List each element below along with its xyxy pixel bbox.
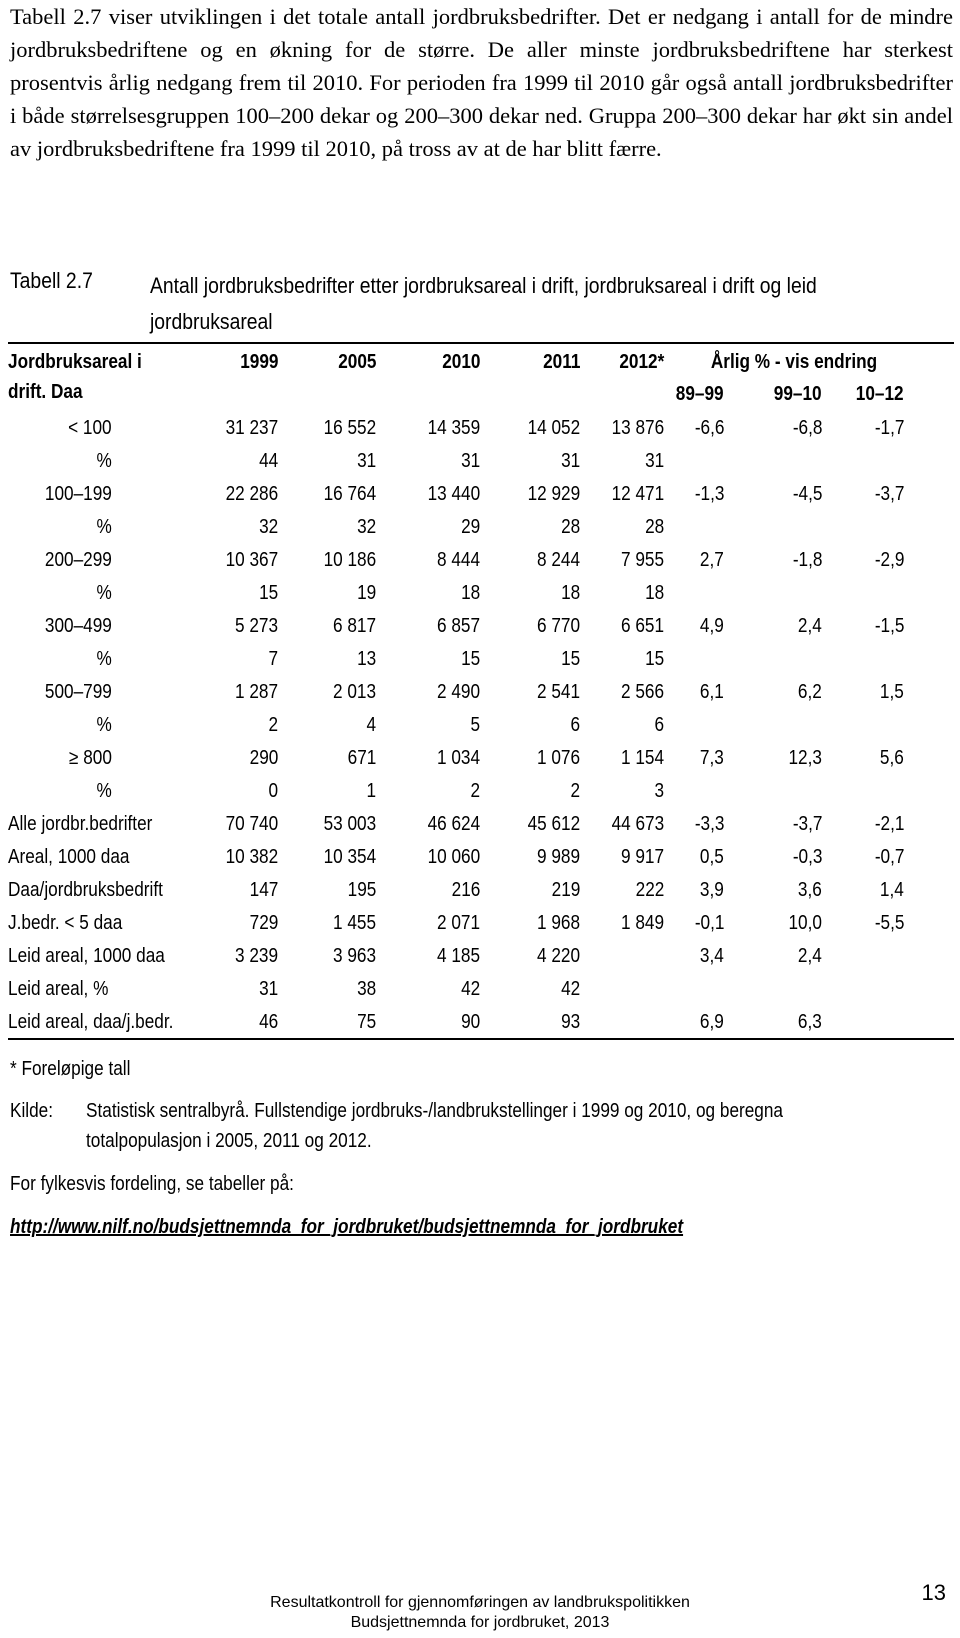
header-year-1999: 1999 xyxy=(239,351,278,373)
footnote: * Foreløpige tall xyxy=(10,1058,131,1080)
cell-year-1999: 31 237 xyxy=(225,417,278,439)
cell-change-3: -5,5 xyxy=(874,912,904,934)
row-label: % xyxy=(96,648,112,670)
cell-year-2012: 2 566 xyxy=(620,681,664,703)
row-label: Leid areal, 1000 daa xyxy=(8,945,165,967)
cell-year-2011: 45 612 xyxy=(527,813,580,835)
cell-year-2011: 15 xyxy=(560,648,580,670)
cell-year-2005: 1 455 xyxy=(332,912,376,934)
source-url-link[interactable]: http://www.nilf.no/budsjettnemnda_for_jordbruket/budsjettnemnda_for_jordbruket xyxy=(10,1216,684,1238)
table-bottom-rule xyxy=(8,1038,954,1040)
cell-change-3: -1,5 xyxy=(874,615,904,637)
cell-year-1999: 1 287 xyxy=(234,681,278,703)
row-label: 100–199 xyxy=(45,483,112,505)
cell-change-3: 1,5 xyxy=(880,681,904,703)
cell-change-2: 3,6 xyxy=(798,879,822,901)
cell-year-2010: 46 624 xyxy=(427,813,480,835)
row-label: Daa/jordbruksbedrift xyxy=(8,879,163,901)
cell-change-2: 2,4 xyxy=(798,615,822,637)
table-caption-number: Tabell 2.7 xyxy=(10,268,93,293)
cell-year-1999: 2 xyxy=(268,714,278,736)
cell-year-1999: 7 xyxy=(268,648,278,670)
cell-year-2010: 216 xyxy=(451,879,480,901)
cell-change-3: -2,9 xyxy=(874,549,904,571)
cell-year-1999: 15 xyxy=(258,582,278,604)
cell-change-2: -0,3 xyxy=(792,846,822,868)
cell-year-2012: 31 xyxy=(644,450,664,472)
cell-year-2012: 13 876 xyxy=(611,417,664,439)
cell-year-2010: 4 185 xyxy=(436,945,480,967)
cell-year-2010: 42 xyxy=(460,978,480,1000)
cell-year-2005: 75 xyxy=(356,1011,376,1033)
cell-year-2005: 31 xyxy=(356,450,376,472)
cell-change-1: 6,1 xyxy=(700,681,724,703)
cell-change-2: 6,3 xyxy=(798,1011,822,1033)
row-label: Leid areal, daa/j.bedr. xyxy=(8,1011,174,1033)
cell-year-2010: 14 359 xyxy=(427,417,480,439)
cell-year-2010: 10 060 xyxy=(427,846,480,868)
cell-year-2012: 44 673 xyxy=(611,813,664,835)
source-label: Kilde: xyxy=(10,1100,54,1122)
county-note: For fylkesvis fordeling, se tabeller på: xyxy=(10,1173,294,1195)
cell-change-2: -6,8 xyxy=(792,417,822,439)
cell-year-2011: 18 xyxy=(560,582,580,604)
cell-year-2012: 9 917 xyxy=(620,846,664,868)
cell-year-2010: 8 444 xyxy=(436,549,480,571)
cell-year-1999: 290 xyxy=(249,747,278,769)
cell-year-2011: 31 xyxy=(560,450,580,472)
page-number: 13 xyxy=(921,1580,946,1605)
cell-year-2005: 16 552 xyxy=(323,417,376,439)
cell-change-2: 10,0 xyxy=(788,912,822,934)
cell-year-2005: 53 003 xyxy=(323,813,376,835)
header-first-col-line2: drift. Daa xyxy=(8,381,83,403)
cell-year-2011: 219 xyxy=(551,879,580,901)
header-change-label: Årlig % - vis endring xyxy=(710,351,878,373)
row-label: % xyxy=(96,516,112,538)
row-label: 200–299 xyxy=(45,549,112,571)
cell-year-2005: 32 xyxy=(356,516,376,538)
cell-change-2: 6,2 xyxy=(798,681,822,703)
cell-year-2012: 12 471 xyxy=(611,483,664,505)
cell-change-2: -1,8 xyxy=(792,549,822,571)
row-label: % xyxy=(96,714,112,736)
cell-year-2011: 9 989 xyxy=(536,846,580,868)
header-change-period-2: 99–10 xyxy=(774,383,822,405)
cell-change-2: 2,4 xyxy=(798,945,822,967)
row-label: Areal, 1000 daa xyxy=(8,846,130,868)
cell-year-2012: 222 xyxy=(635,879,664,901)
cell-year-2011: 2 xyxy=(570,780,580,802)
cell-year-2010: 6 857 xyxy=(436,615,480,637)
cell-year-2011: 28 xyxy=(560,516,580,538)
intro-paragraph: Tabell 2.7 viser utviklingen i det totale antall jordbruksbedrifter. Det er nedgang i antall for de mindre jordbruksbedriftene og en økning for de større. De aller minste jordbruksbedriftene har sterkest prosentvis årlig nedgang frem til 2010. For perioden fra 1999 til 2010 går også antall jordbruksbedrifter i både størrelsesgruppen 100–200 dekar og 200–300 dekar ned. Gruppa 200–300 dekar har økt sin andel av jordbruksbedriftene fra 1999 til 2010, på tross av at de har blitt færre. xyxy=(10,4,953,161)
cell-year-2005: 2 013 xyxy=(332,681,376,703)
cell-year-2011: 4 220 xyxy=(536,945,580,967)
cell-year-2005: 38 xyxy=(356,978,376,1000)
cell-change-1: -0,1 xyxy=(694,912,724,934)
header-change-period-3: 10–12 xyxy=(856,383,904,405)
cell-change-3: -3,7 xyxy=(874,483,904,505)
cell-year-2010: 18 xyxy=(460,582,480,604)
row-label: 300–499 xyxy=(45,615,112,637)
header-year-2012: 2012* xyxy=(619,351,664,373)
header-year-2010: 2010 xyxy=(441,351,480,373)
cell-year-2012: 3 xyxy=(654,780,664,802)
cell-year-2010: 1 034 xyxy=(436,747,480,769)
cell-year-2010: 5 xyxy=(470,714,480,736)
cell-year-2012: 18 xyxy=(644,582,664,604)
cell-year-1999: 0 xyxy=(268,780,278,802)
cell-year-2005: 19 xyxy=(356,582,376,604)
cell-year-2010: 29 xyxy=(460,516,480,538)
header-year-2011: 2011 xyxy=(542,351,580,373)
cell-year-2005: 195 xyxy=(347,879,376,901)
header-change-period-1: 89–99 xyxy=(676,383,724,405)
cell-year-2011: 12 929 xyxy=(527,483,580,505)
cell-change-1: 2,7 xyxy=(700,549,724,571)
cell-change-3: -1,7 xyxy=(874,417,904,439)
cell-year-2012: 6 xyxy=(654,714,664,736)
cell-year-2005: 10 186 xyxy=(323,549,376,571)
cell-year-1999: 22 286 xyxy=(225,483,278,505)
cell-year-2011: 1 076 xyxy=(536,747,580,769)
cell-year-2012: 1 849 xyxy=(620,912,664,934)
cell-change-1: -6,6 xyxy=(694,417,724,439)
row-label: Leid areal, % xyxy=(8,978,109,1000)
cell-year-2005: 1 xyxy=(366,780,376,802)
cell-year-2010: 90 xyxy=(460,1011,480,1033)
row-label: J.bedr. < 5 daa xyxy=(8,912,123,934)
cell-year-1999: 147 xyxy=(249,879,278,901)
cell-year-2010: 2 071 xyxy=(436,912,480,934)
cell-change-3: 1,4 xyxy=(880,879,904,901)
cell-year-1999: 729 xyxy=(249,912,278,934)
cell-year-2010: 2 490 xyxy=(436,681,480,703)
cell-change-1: -3,3 xyxy=(694,813,724,835)
cell-year-2005: 3 963 xyxy=(332,945,376,967)
cell-change-1: 3,9 xyxy=(700,879,724,901)
table-caption-title: Antall jordbruksbedrifter etter jordbruksareal i drift, jordbruksareal i drift og leid jordbruksareal xyxy=(150,273,817,334)
cell-year-2010: 15 xyxy=(460,648,480,670)
cell-change-2: -4,5 xyxy=(792,483,822,505)
row-label: 500–799 xyxy=(45,681,112,703)
cell-year-2011: 1 968 xyxy=(536,912,580,934)
cell-change-1: 0,5 xyxy=(700,846,724,868)
cell-year-1999: 5 273 xyxy=(234,615,278,637)
cell-year-2012: 28 xyxy=(644,516,664,538)
cell-year-2011: 14 052 xyxy=(527,417,580,439)
source-line-2: totalpopulasjon i 2005, 2011 og 2012. xyxy=(86,1130,372,1152)
header-year-2005: 2005 xyxy=(337,351,376,373)
cell-change-2: 12,3 xyxy=(788,747,822,769)
cell-change-1: 4,9 xyxy=(700,615,724,637)
cell-year-2011: 6 xyxy=(570,714,580,736)
cell-year-1999: 10 367 xyxy=(225,549,278,571)
cell-year-2011: 2 541 xyxy=(536,681,580,703)
cell-change-1: 7,3 xyxy=(700,747,724,769)
row-label: % xyxy=(96,582,112,604)
cell-year-1999: 44 xyxy=(258,450,278,472)
row-label: < 100 xyxy=(68,417,112,439)
cell-year-1999: 31 xyxy=(258,978,278,1000)
cell-year-2012: 7 955 xyxy=(620,549,664,571)
cell-change-3: 5,6 xyxy=(880,747,904,769)
source-line-1: Statistisk sentralbyrå. Fullstendige jordbruks-/landbrukstellinger i 1999 og 2010, og beregna xyxy=(86,1100,784,1122)
cell-change-3: -2,1 xyxy=(874,813,904,835)
cell-year-2012: 1 154 xyxy=(620,747,664,769)
cell-year-1999: 3 239 xyxy=(234,945,278,967)
cell-change-3: -0,7 xyxy=(874,846,904,868)
cell-year-2012: 15 xyxy=(644,648,664,670)
footer-line-2: Budsjettnemnda for jordbruket, 2013 xyxy=(350,1614,610,1631)
cell-year-2005: 6 817 xyxy=(332,615,376,637)
footer-line-1: Resultatkontroll for gjennomføringen av landbrukspolitikken xyxy=(270,1594,690,1611)
cell-year-1999: 32 xyxy=(258,516,278,538)
table-top-rule xyxy=(8,342,954,344)
row-label: Alle jordbr.bedrifter xyxy=(8,813,153,835)
row-label: ≥ 800 xyxy=(69,747,112,769)
cell-change-1: 6,9 xyxy=(700,1011,724,1033)
cell-year-2005: 671 xyxy=(347,747,376,769)
cell-change-2: -3,7 xyxy=(792,813,822,835)
cell-year-2005: 13 xyxy=(356,648,376,670)
cell-year-1999: 70 740 xyxy=(225,813,278,835)
cell-year-2010: 13 440 xyxy=(427,483,480,505)
cell-year-2005: 10 354 xyxy=(323,846,376,868)
cell-year-2012: 6 651 xyxy=(620,615,664,637)
row-label: % xyxy=(96,450,112,472)
cell-year-2011: 93 xyxy=(560,1011,580,1033)
cell-year-1999: 10 382 xyxy=(225,846,278,868)
row-label: % xyxy=(96,780,112,802)
cell-change-1: 3,4 xyxy=(700,945,724,967)
header-first-col-line1: Jordbruksareal i xyxy=(8,351,142,373)
cell-year-2011: 42 xyxy=(560,978,580,1000)
cell-year-2005: 4 xyxy=(366,714,376,736)
cell-year-2010: 2 xyxy=(470,780,480,802)
cell-change-1: -1,3 xyxy=(694,483,724,505)
cell-year-2005: 16 764 xyxy=(323,483,376,505)
cell-year-2011: 8 244 xyxy=(536,549,580,571)
cell-year-2011: 6 770 xyxy=(536,615,580,637)
cell-year-2010: 31 xyxy=(460,450,480,472)
cell-year-1999: 46 xyxy=(258,1011,278,1033)
